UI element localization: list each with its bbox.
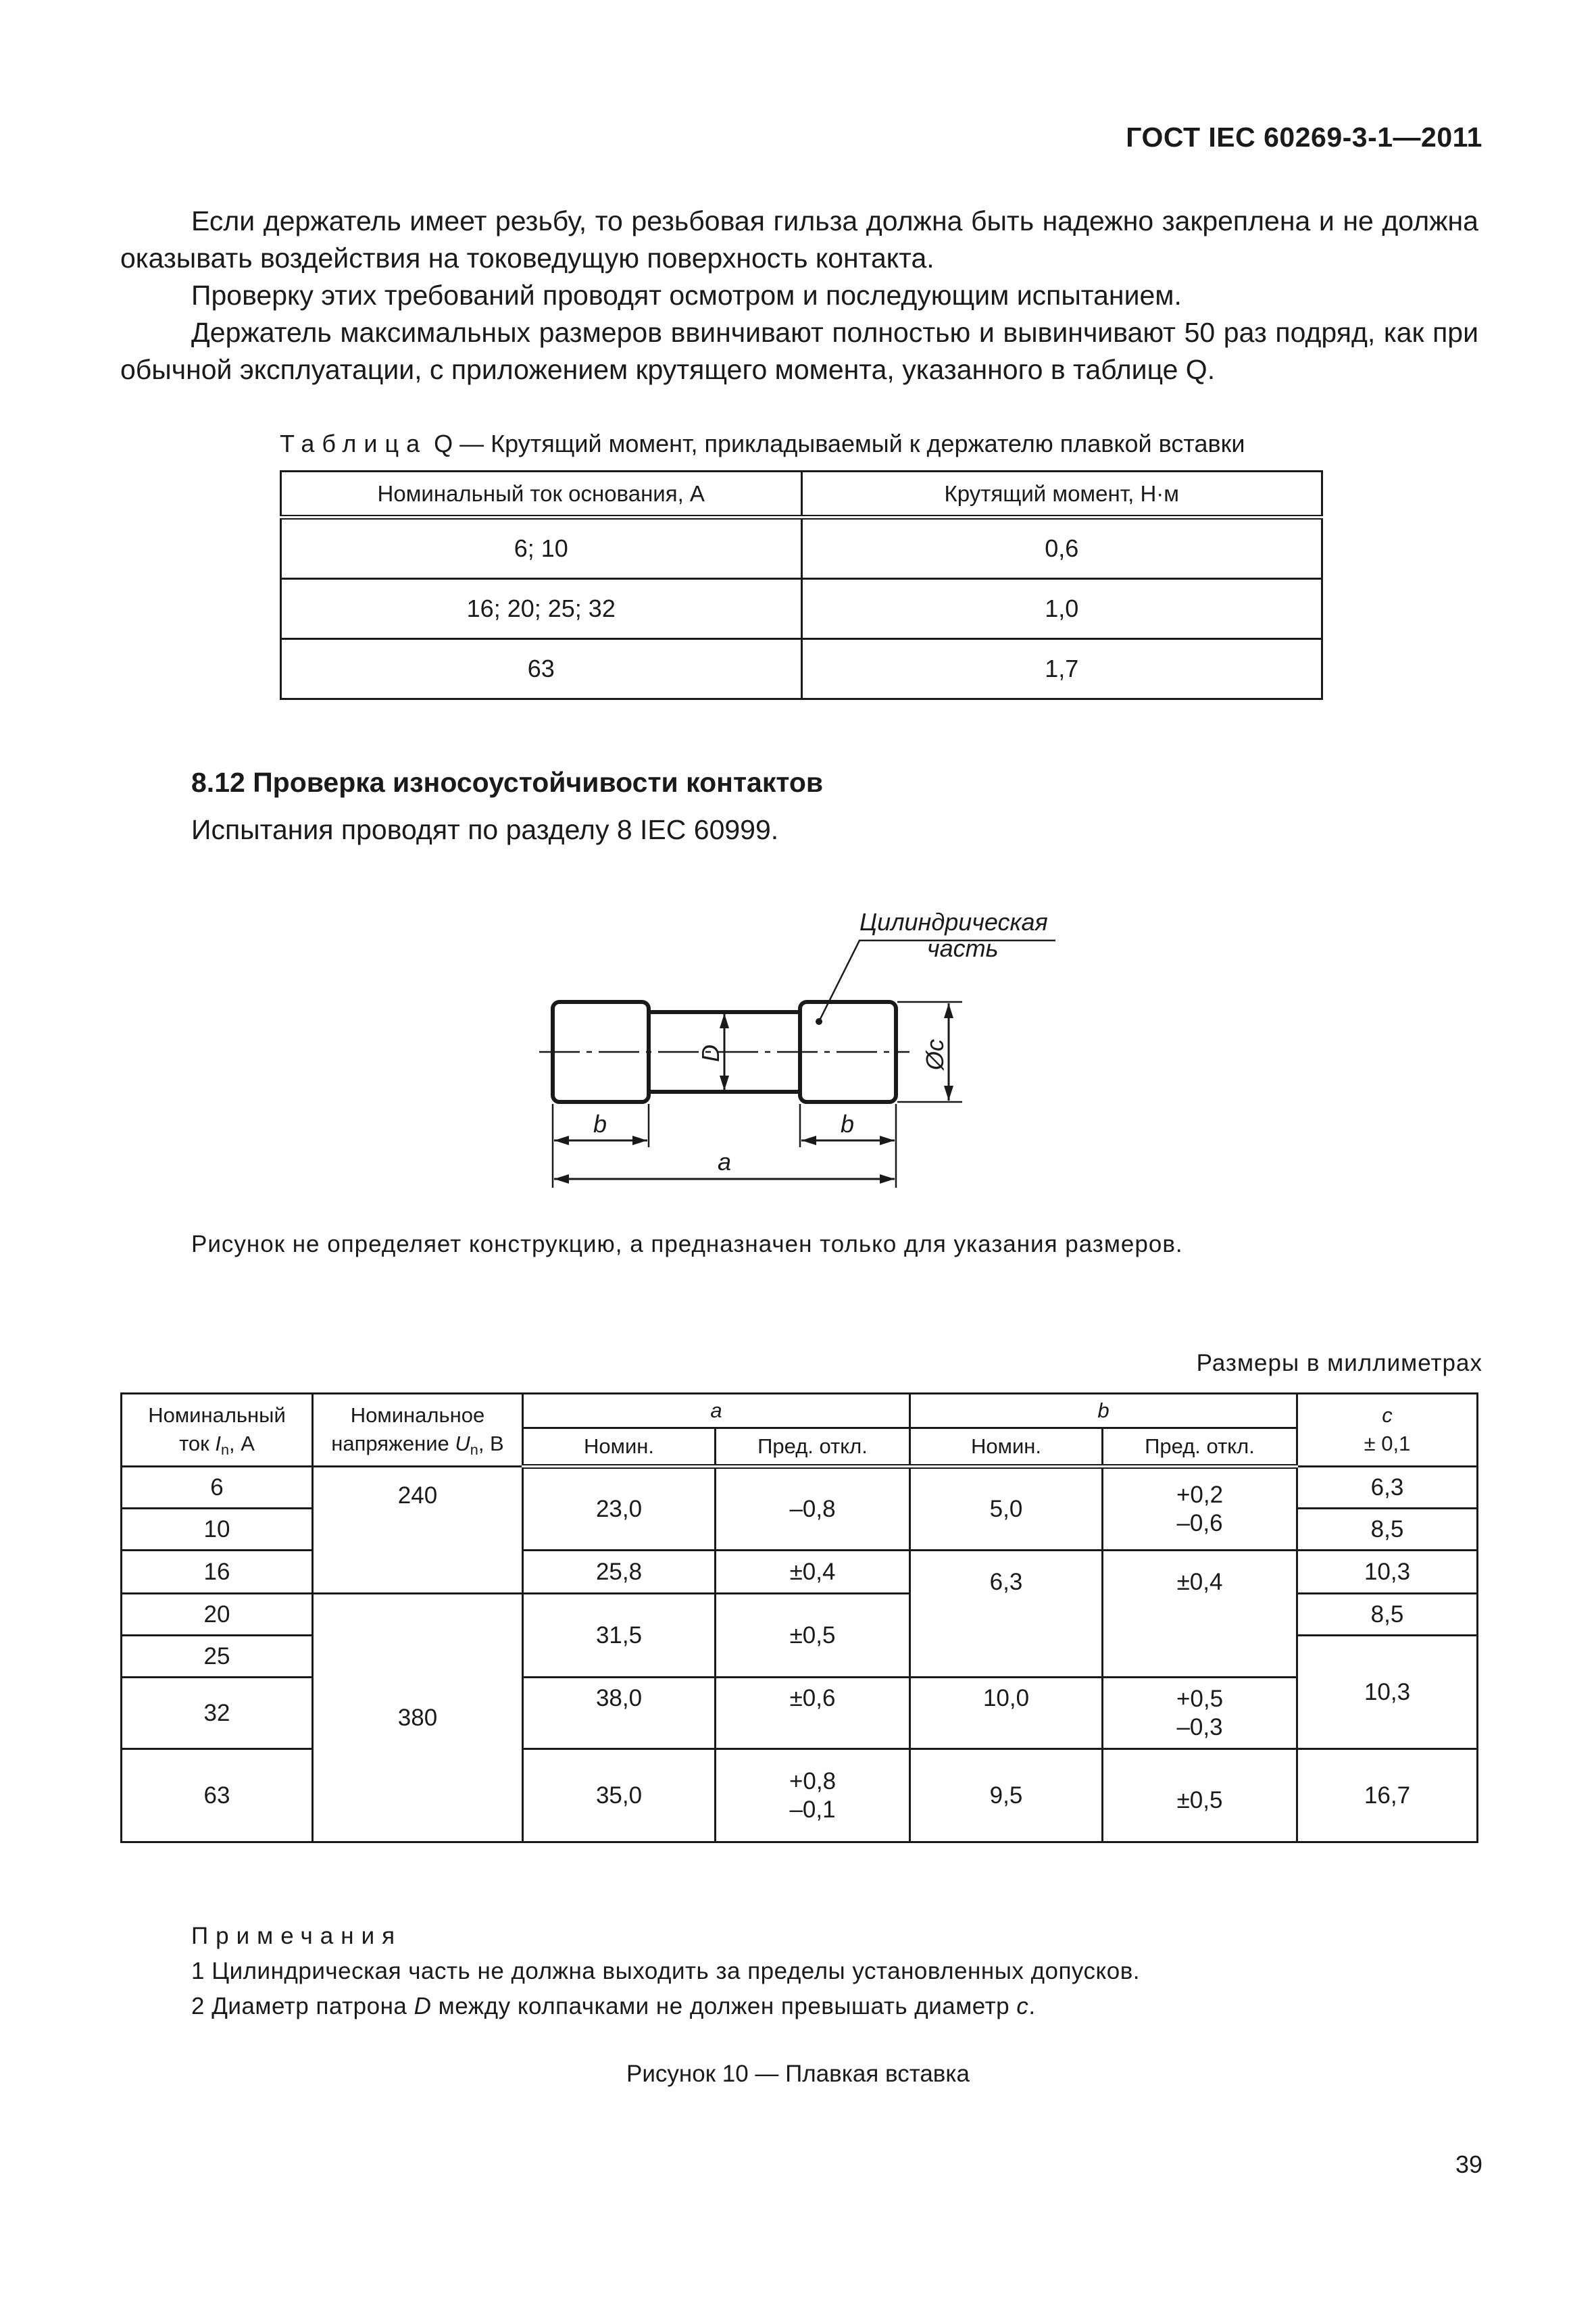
table-row	[122, 1467, 1478, 1509]
a-deviation-cell: ±0,5	[716, 1594, 910, 1678]
paragraph: Держатель максимальных размеров ввинчивают полностью и вывинчивают 50 раз подряд, как при обычной эксплуатации, с приложением крутящего момента, указанного в таблице Q.	[120, 317, 1478, 385]
header-rated-current: Номинальный ток $I_n$, А	[122, 1394, 313, 1467]
a-nominal-cell: 23,0	[523, 1467, 716, 1551]
a-deviation-cell: +0,8 –0,1	[716, 1749, 910, 1842]
header-a: a	[523, 1394, 910, 1428]
a-nominal-cell: 31,5	[523, 1594, 716, 1678]
b-nominal-cell: 10,0	[910, 1678, 1103, 1749]
b-nominal-cell: 5,0	[910, 1467, 1103, 1551]
figure-note: Рисунок не определяет конструкцию, а предназначен только для указания размеров.	[191, 1231, 1183, 1257]
c-cell: 10,3	[1297, 1551, 1478, 1594]
table-header-cell: Номинальный ток основания, А	[281, 472, 802, 518]
table-cell: 1,0	[801, 579, 1322, 639]
table-header-cell: Крутящий момент, Н·м	[801, 472, 1322, 518]
header-nominal: Номин.	[523, 1428, 716, 1467]
b-label: b	[841, 1110, 855, 1138]
header-deviation: Пред. откл.	[1103, 1428, 1297, 1467]
current-cell: 10	[122, 1509, 313, 1551]
b-deviation-cell: ±0,5	[1103, 1749, 1297, 1842]
current-cell: 6	[122, 1467, 313, 1509]
notes	[191, 1919, 1140, 2024]
b-deviation-cell: +0,5 –0,3	[1103, 1678, 1297, 1749]
notes-title: Примечания	[191, 1923, 403, 1949]
dimensions-table	[120, 1392, 1478, 1843]
c-cell: 10,3	[1297, 1636, 1478, 1749]
table-caption-text: Q — Крутящий момент, прикладываемый к держателю плавкой вставки	[434, 430, 1245, 457]
voltage-cell: 240	[313, 1467, 523, 1594]
a-label: a	[718, 1148, 732, 1176]
header-b: b	[910, 1394, 1297, 1428]
paragraph: Проверку этих требований проводят осмотром и последующим испытанием.	[191, 280, 1182, 311]
b-nominal-cell: 6,3	[910, 1551, 1103, 1678]
note-2: 2 Диаметр патрона D между колпачками не должен превышать диаметр c.	[191, 1993, 1036, 2019]
b-label: b	[593, 1110, 607, 1138]
table-cell: 63	[281, 639, 802, 699]
current-cell: 63	[122, 1749, 313, 1842]
a-nominal-cell: 25,8	[523, 1551, 716, 1594]
c-cell: 6,3	[1297, 1467, 1478, 1509]
table-header-row	[122, 1394, 1478, 1428]
cylinder-label: Цилиндрическая	[859, 908, 1048, 936]
a-deviation-cell: ±0,4	[716, 1551, 910, 1594]
c-label: Øc	[921, 1038, 949, 1070]
current-cell: 32	[122, 1678, 313, 1749]
b-nominal-cell: 9,5	[910, 1749, 1103, 1842]
current-cell: 20	[122, 1594, 313, 1636]
table-cell: 16; 20; 25; 32	[281, 579, 802, 639]
table-cell: 0,6	[801, 518, 1322, 579]
units-note: Размеры в миллиметрах	[1196, 1350, 1482, 1376]
voltage-cell: 380	[313, 1594, 523, 1842]
b-deviation-cell: ±0,4	[1103, 1551, 1297, 1678]
c-cell: 16,7	[1297, 1749, 1478, 1842]
header-nominal: Номин.	[910, 1428, 1103, 1467]
c-cell: 8,5	[1297, 1594, 1478, 1636]
a-deviation-cell: –0,8	[716, 1467, 910, 1551]
cylinder-label: часть	[927, 934, 999, 962]
header-deviation: Пред. откл.	[716, 1428, 910, 1467]
a-deviation-cell: ±0,6	[716, 1678, 910, 1749]
figure-caption: Рисунок 10 — Плавкая вставка	[626, 2061, 970, 2087]
a-nominal-cell: 35,0	[523, 1749, 716, 1842]
document-header: ГОСТ IEC 60269-3-1—2011	[1126, 122, 1482, 153]
page-number: 39	[1455, 2150, 1482, 2178]
b-deviation-cell: +0,2 –0,6	[1103, 1467, 1297, 1551]
c-cell: 8,5	[1297, 1509, 1478, 1551]
header-rated-voltage: Номинальное напряжение $U_n$, В	[313, 1394, 523, 1467]
a-nominal-cell: 38,0	[523, 1678, 716, 1749]
current-cell: 16	[122, 1551, 313, 1594]
section-title: 8.12 Проверка износоустойчивости контактов	[191, 767, 824, 798]
current-cell: 25	[122, 1636, 313, 1678]
table-cell: 1,7	[801, 639, 1322, 699]
table-caption-label: Таблица	[280, 430, 428, 457]
table-cell: 6; 10	[281, 518, 802, 579]
section-text: Испытания проводят по разделу 8 IEC 60999.	[191, 814, 779, 845]
paragraph: Если держатель имеет резьбу, то резьбовая гильза должна быть надежно закреплена и не должна оказывать воздействия на токоведущую поверхность контакта.	[120, 205, 1478, 274]
d-label: D	[697, 1045, 724, 1062]
header-c: c ± 0,1	[1297, 1394, 1478, 1467]
note-1: 1 Цилиндрическая часть не должна выходить за пределы установленных допусков.	[191, 1958, 1141, 1984]
